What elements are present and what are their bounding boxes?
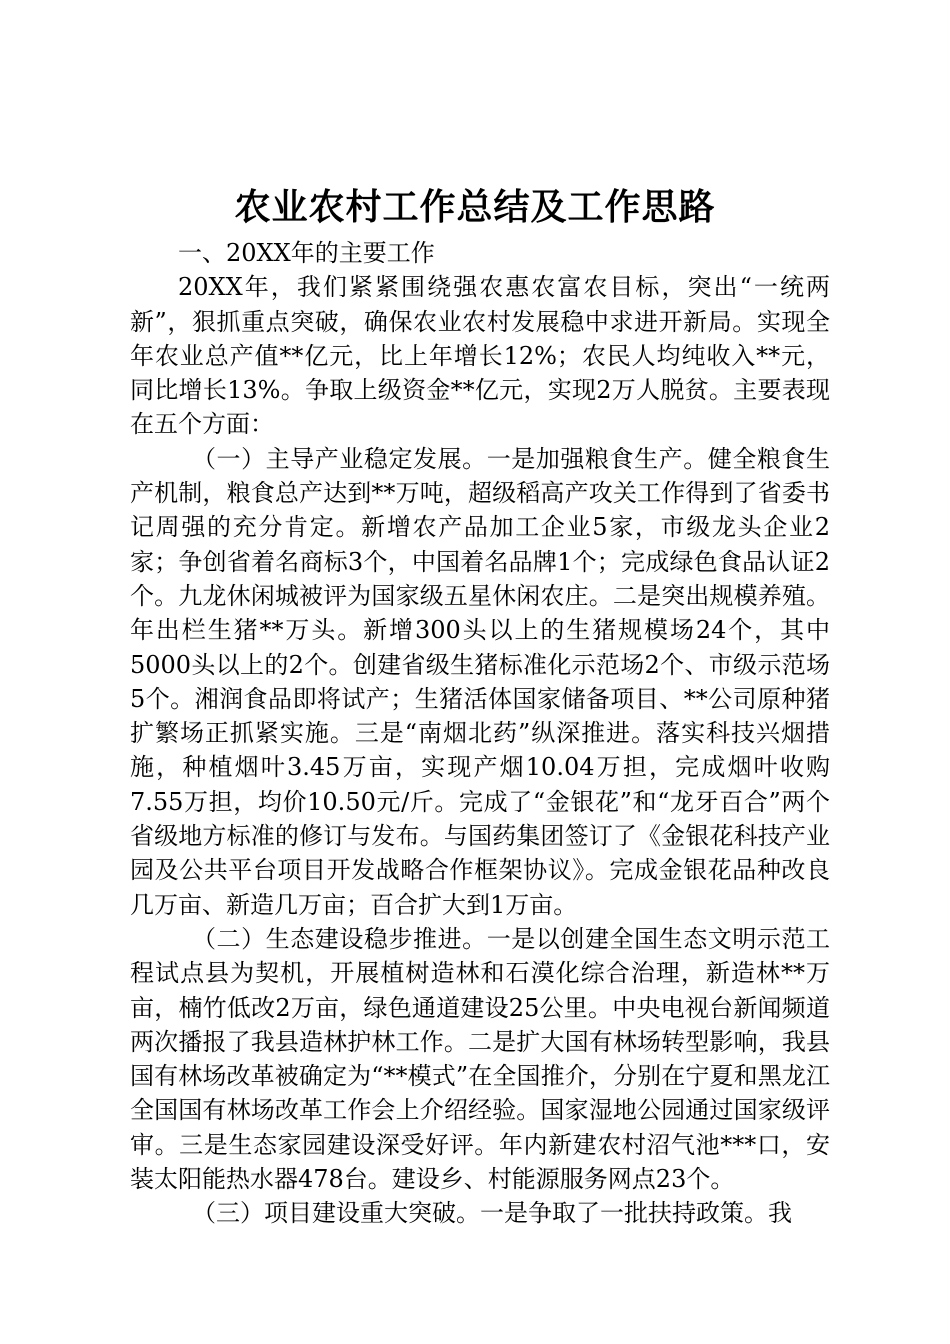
document-title: 农业农村工作总结及工作思路 bbox=[234, 186, 716, 228]
document-body bbox=[130, 236, 830, 1231]
paragraph-projects: （三）项目建设重大突破。一是争取了一批扶持政策。我 bbox=[192, 1199, 792, 1228]
section-heading: 一、20XX年的主要工作 bbox=[178, 239, 435, 267]
paragraph-ecology: （二）生态建设稳步推进。一是以创建全国生态文明示范工程试点县为契机，开展植树造林和石漠化综合治理，新造林**万亩，楠竹低改2万亩，绿色通道建设25公里。中央电视台新闻频道两次播报了我县造林护林工作。二是扩大国有林场转型影响，我县国有林场改革被确定为“**模式”在全国推介，分别在宁夏和黑龙江全国国有林场改革工作会上介绍经验。国家湿地公园通过国家级评审。三是生态家园建设深受好评。年内新建农村沼气池***口，安装太阳能热水器478台。建设乡、村能源服务网点23个。 bbox=[130, 924, 830, 1194]
paragraph-industry: （一）主导产业稳定发展。一是加强粮食生产。健全粮食生产机制，粮食总产达到**万吨，超级稻高产攻关工作得到了省委书记周强的充分肯定。新增农产品加工企业5家，市级龙头企业2家；争创省着名商标3个，中国着名品牌1个；完成绿色食品认证2个。九龙休闲城被评为国家级五星休闲农庄。二是突出规模养殖。年出栏生猪**万头。新增300头以上的生猪规模场24个，其中5000头以上的2个。创建省级生猪标准化示范场2个、市级示范场5个。湘润食品即将试产；生猪活体国家储备项目、**公司原种猪扩繁场正抓紧实施。三是“南烟北药”纵深推进。落实科技兴烟措施，种植烟叶3.45万亩，实现产烟10.04万担，完成烟叶收购7.55万担，均价10.50元/斤。完成了“金银花”和“龙牙百合”两个省级地方标准的修订与发布。与国药集团签订了《金银花科技产业园及公共平台项目开发战略合作框架协议》。完成金银花品种改良几万亩、新造几万亩；百合扩大到1万亩。 bbox=[130, 444, 830, 919]
intro-paragraph: 20XX年，我们紧紧围绕强农惠农富农目标，突出“一统两新”，狠抓重点突破，确保农业农村发展稳中求进开新局。实现全年农业总产值**亿元，比上年增长12%；农民人均纯收入**元，同比增长13%。争取上级资金**亿元，实现2万人脱贫。主要表现在五个方面： bbox=[130, 273, 830, 439]
